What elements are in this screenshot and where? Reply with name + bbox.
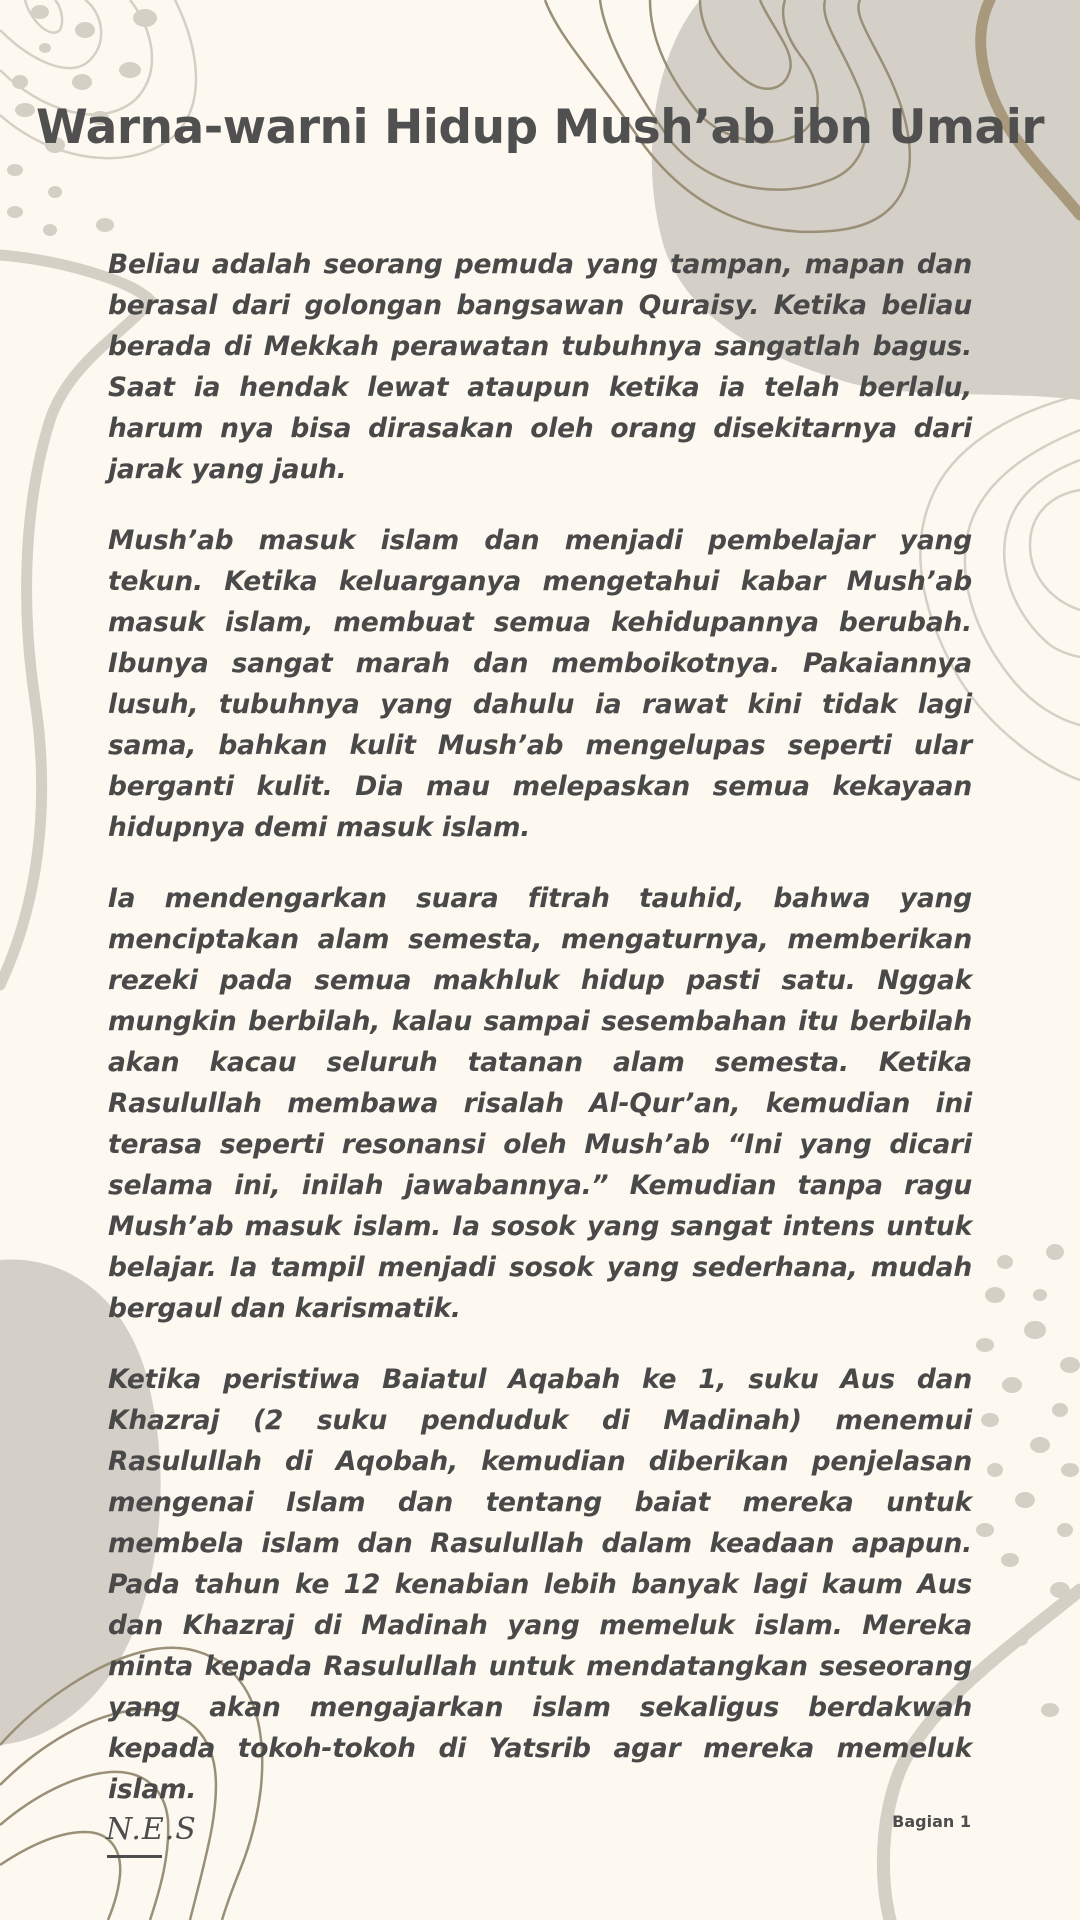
article-body	[108, 244, 972, 1840]
paragraph-2: Mush’ab masuk islam dan menjadi pembelajar yang tekun. Ketika keluarganya mengetahui kabar Mush’ab masuk islam, membuat semua kehidupannya berubah. Ibunya sangat marah dan memboikotnya. Pakaiannya lusuh, tubuhnya yang dahulu ia rawat kini tidak lagi sama, bahkan kulit Mush’ab mengelupas seperti ular berganti kulit. Dia mau melepaskan semua kekayaan hidupnya demi masuk islam.	[108, 525, 972, 843]
page-title: Warna-warni Hidup Mush’ab ibn Umair	[35, 100, 1044, 155]
paragraph-1: Beliau adalah seorang pemuda yang tampan, mapan dan berasal dari golongan bangsawan Quraisy. Ketika beliau berada di Mekkah perawatan tubuhnya sangatlah bagus. Saat ia hendak lewat ataupun ketika ia telah berlalu, harum nya bisa dirasakan oleh orang disekitarnya dari jarak yang jauh.	[108, 249, 972, 485]
page-label: Bagian 1	[892, 1812, 971, 1831]
bottom-right-dots	[976, 1244, 1080, 1717]
signature-underline	[107, 1855, 162, 1858]
paragraph-3: Ia mendengarkan suara fitrah tauhid, bahwa yang menciptakan alam semesta, mengaturnya, memberikan rezeki pada semua makhluk hidup pasti satu. Nggak mungkin berbilah, kalau sampai sesembahan itu berbilah akan kacau seluruh tatanan alam semesta. Ketika Rasulullah membawa risalah Al-Qur’an, kemudian ini terasa seperti resonansi oleh Mush’ab “Ini yang dicari selama ini, inilah jawabannya.” Kemudian tanpa ragu Mush’ab masuk islam. Ia sosok yang sangat intens untuk belajar. Ia tampil menjadi sosok yang sederhana, mudah bergaul dan karismatik.	[108, 883, 972, 1324]
author-signature: N.E.S	[106, 1812, 197, 1847]
paragraph-4: Ketika peristiwa Baiatul Aqabah ke 1, suku Aus dan Khazraj (2 suku penduduk di Madinah) menemui Rasulullah di Aqobah, kemudian diberikan penjelasan mengenai Islam dan tentang baiat mereka untuk membela islam dan Rasulullah dalam keadaan apapun. Pada tahun ke 12 kenabian lebih banyak lagi kaum Aus dan Khazraj di Madinah yang memeluk islam. Mereka minta kepada Rasulullah untuk mendatangkan seseorang yang akan mengajarkan islam sekaligus berdakwah kepada tokoh-tokoh di Yatsrib agar mereka memeluk islam.	[108, 1364, 972, 1805]
